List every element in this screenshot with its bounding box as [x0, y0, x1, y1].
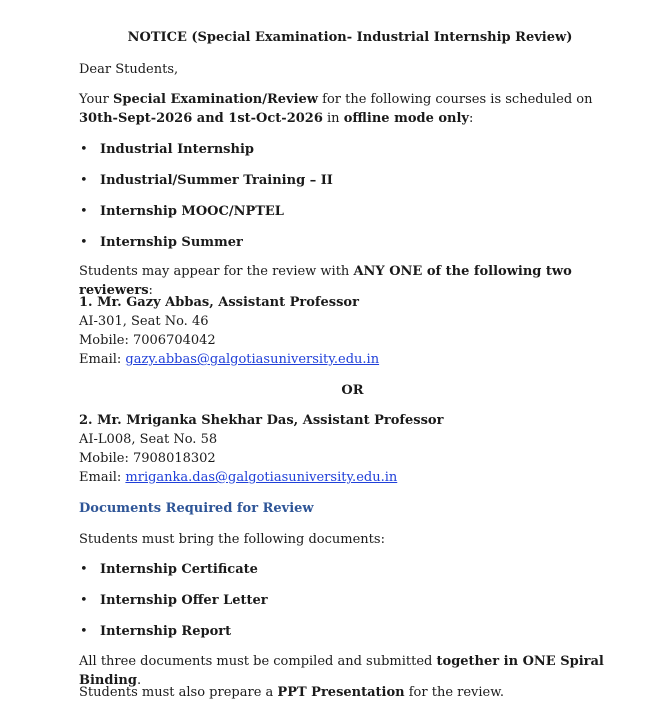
reviewer-2 — [79, 411, 649, 487]
notice-title: NOTICE (Special Examination- Industrial Internship Review) — [127, 30, 573, 45]
reviewer-1-name: 1. Mr. Gazy Abbas, Assistant Professor — [79, 295, 359, 310]
binding-text: All three documents must be compiled and submitted — [79, 654, 437, 669]
intro-text-2: for the following courses is scheduled on — [318, 92, 593, 107]
reviewer-2-email-link[interactable]: mriganka.das@galgotiasuniversity.edu.in — [125, 470, 398, 485]
reviewer-1 — [79, 293, 649, 369]
ppt-bold: PPT Presentation — [277, 685, 405, 700]
list-item: • Internship MOOC/NPTEL — [100, 202, 284, 221]
documents-intro: Students must bring the following documents: — [79, 532, 385, 547]
or-separator: OR — [341, 383, 364, 398]
ppt-text-1: Students must also prepare a — [79, 685, 278, 700]
list-item: • Industrial Internship — [100, 140, 254, 159]
list-item: • Internship Summer — [100, 233, 243, 252]
binding-period: . — [136, 673, 142, 688]
list-item: • Internship Report — [100, 622, 231, 641]
greeting: Dear Students, — [79, 62, 179, 77]
intro-text-3: in — [322, 111, 344, 126]
intro-text-4: : — [469, 111, 474, 126]
reviewer-2-room: AI-L008, Seat No. 58 — [79, 432, 218, 447]
ppt-paragraph — [79, 683, 649, 702]
reviewer-2-mobile: Mobile: 7908018302 — [79, 451, 216, 466]
list-item: • Internship Certificate — [100, 560, 258, 579]
ppt-text-2: for the review. — [404, 685, 504, 700]
reviewer-2-name: 2. Mr. Mriganka Shekhar Das, Assistant Professor — [79, 413, 444, 428]
documents-heading: Documents Required for Review — [79, 501, 314, 516]
intro-text-1: Your — [79, 92, 113, 107]
reviewers-intro-text: Students may appear for the review with — [79, 264, 354, 279]
list-item: • Industrial/Summer Training – II — [100, 171, 333, 190]
reviewer-1-room: AI-301, Seat No. 46 — [79, 314, 209, 329]
reviewers-intro-bold: ANY ONE of the following two reviewers — [79, 264, 572, 298]
reviewer-2-email-label: Email: — [79, 470, 126, 485]
list-item: • Internship Offer Letter — [100, 591, 268, 610]
intro-mode: offline mode only — [343, 111, 469, 126]
reviewer-1-email-link[interactable]: gazy.abbas@galgotiasuniversity.edu.in — [125, 352, 380, 367]
reviewer-1-mobile: Mobile: 7006704042 — [79, 333, 216, 348]
reviewer-1-email-label: Email: — [79, 352, 126, 367]
intro-dates: 30th-Sept-2026 and 1st-Oct-2026 — [79, 111, 323, 126]
binding-bold: together in ONE Spiral Binding — [79, 654, 604, 688]
intro-paragraph — [79, 90, 624, 128]
intro-bold-1: Special Examination/Review — [113, 92, 318, 107]
reviewers-intro-colon: : — [148, 283, 153, 298]
